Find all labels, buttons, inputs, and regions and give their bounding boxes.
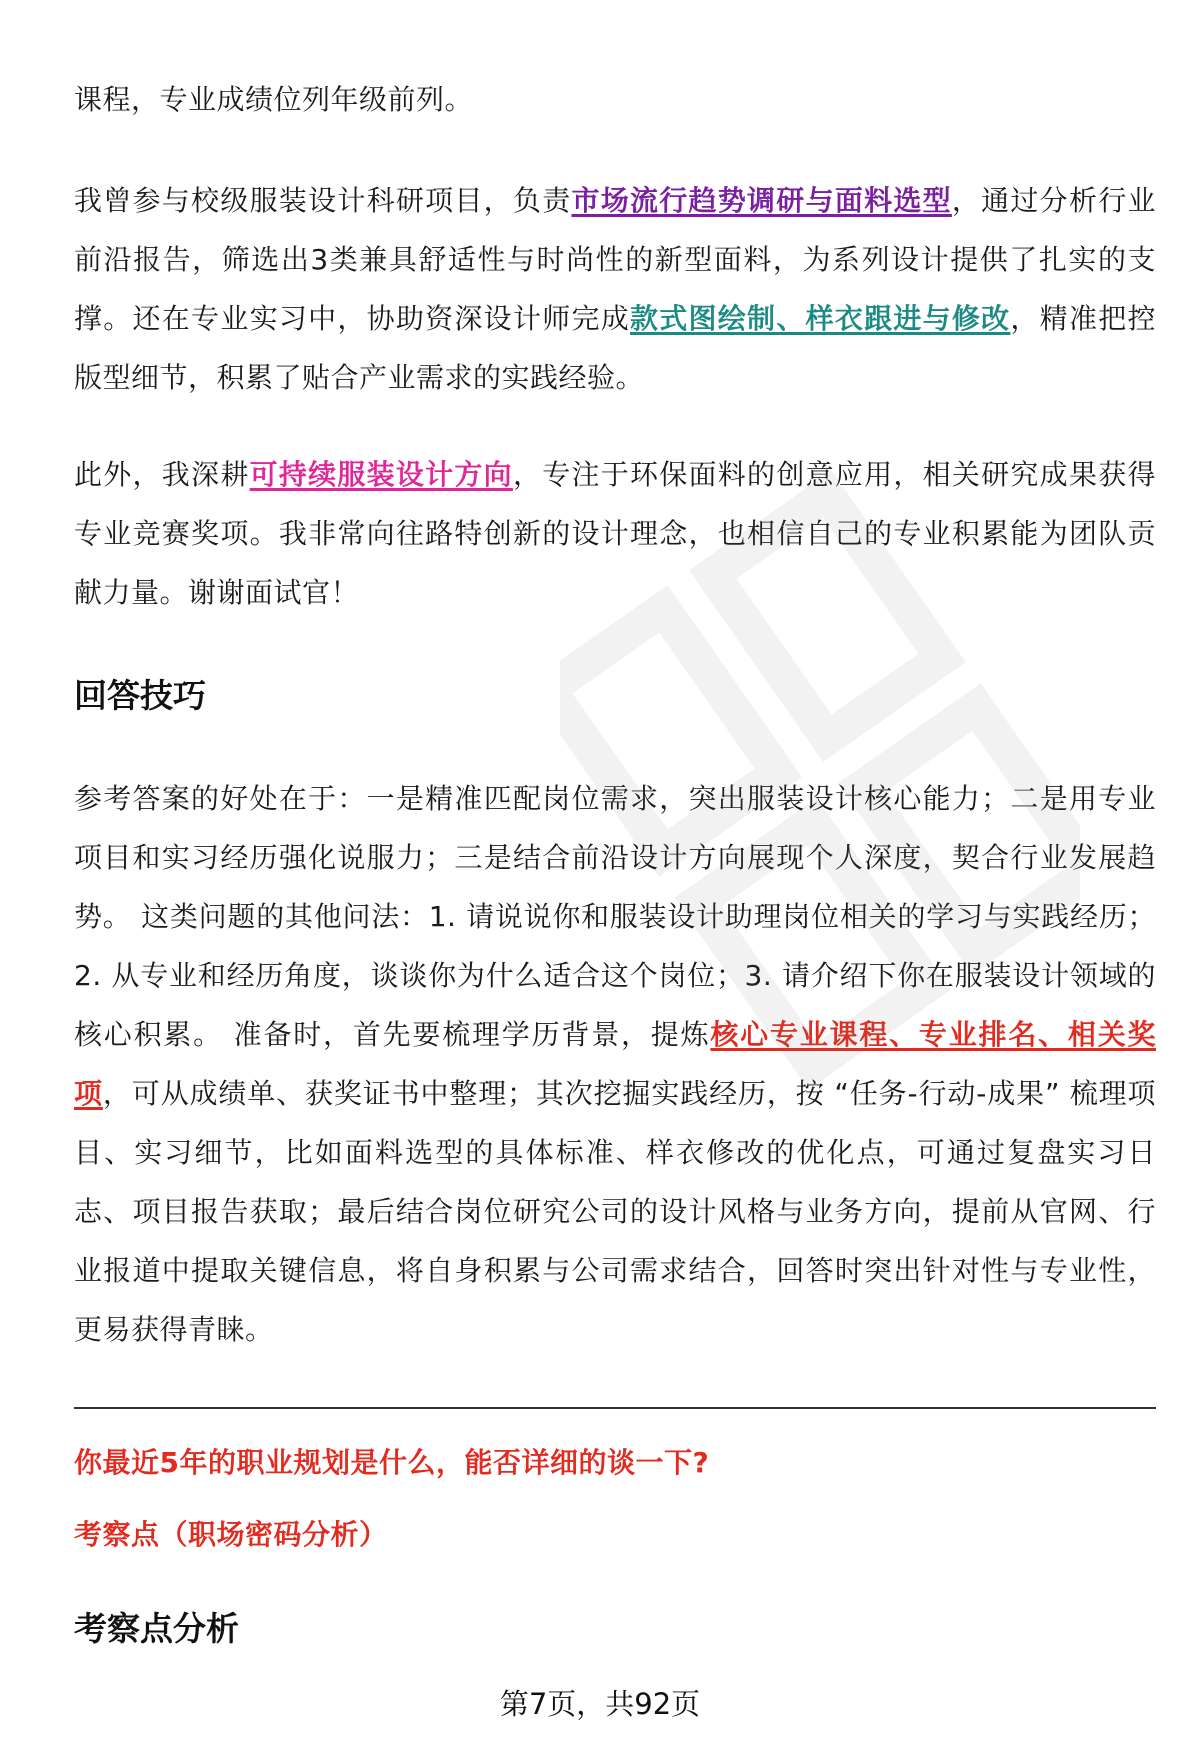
section-heading-tips: 回答技巧 <box>74 676 206 715</box>
paragraph-text: 此外，我深耕 <box>74 458 250 491</box>
highlight-internship-tasks: 款式图绘制、样衣跟进与修改 <box>630 302 1011 335</box>
paragraph-text: ，可从成绩单、获奖证书中整理；其次挖掘实践经历，按 “任务-行动-成果” 梳理项目、实习细节，比如面料选型的具体标准、样衣修改的优化点，可通过复盘实习日志、项目报告获取；最后结合岗位研究公司的设计风格与业务方向，提前从官网、行业报道中提取关键信息，将自身积累与公司需求结合，回答时突出针对性与专业性，更易获得青睐。 <box>74 1077 1156 1346</box>
highlight-core-courses: 核心专业课程、专业排名、相关奖项 <box>74 1018 1156 1110</box>
section-heading-analysis: 考察点分析 <box>74 1609 239 1648</box>
highlight-sustainable-direction: 可持续服装设计方向 <box>249 458 513 491</box>
paragraph-text: 参考答案的好处在于：一是精准匹配岗位需求，突出服装设计核心能力；二是用专业项目和实习经历强化说服力；三是结合前沿设计方向展现个人深度，契合行业发展趋势。 这类问题的其他问法：1. 请说说你和服装设计助理岗位相关的学习与实践经历；2. 从专业和经历角度，谈谈你为什么适合这个岗位；3. 请介绍下你在服装设计领域的核心积累。 准备时，首先要梳理学历背景，提炼 <box>74 782 1156 1051</box>
paragraph-tips <box>74 769 1156 1359</box>
paragraph-intro-end <box>74 70 1156 129</box>
paragraph-sustainable-design <box>74 445 1156 622</box>
paragraph-project-experience <box>74 171 1156 407</box>
question-subtitle: 考察点（职场密码分析） <box>74 1518 388 1551</box>
paragraph-text: ，专注于环保面料的创意应用，相关研究成果获得专业竞赛奖项。我非常向往路特创新的设计理念，也相信自己的专业积累能为团队贡献力量。谢谢面试官！ <box>74 458 1156 609</box>
question-title: 你最近5年的职业规划是什么，能否详细的谈一下? <box>74 1446 710 1479</box>
document-body <box>74 70 1156 1650</box>
highlight-market-research: 市场流行趋势调研与面料选型 <box>571 184 952 217</box>
section-divider <box>74 1407 1156 1409</box>
paragraph-text: ，通过分析行业前沿报告，筛选出3类兼具舒适性与时尚性的新型面料，为系列设计提供了扎实的支撑。还在专业实习中，协助资深设计师完成 <box>74 184 1156 335</box>
paragraph-text: 课程，专业成绩位列年级前列。 <box>74 83 474 116</box>
paragraph-text: 我曾参与校级服装设计科研项目，负责 <box>74 184 572 217</box>
page-number: 第7页，共92页 <box>499 1687 701 1721</box>
paragraph-text: ，精准把控版型细节，积累了贴合产业需求的实践经验。 <box>74 302 1156 394</box>
